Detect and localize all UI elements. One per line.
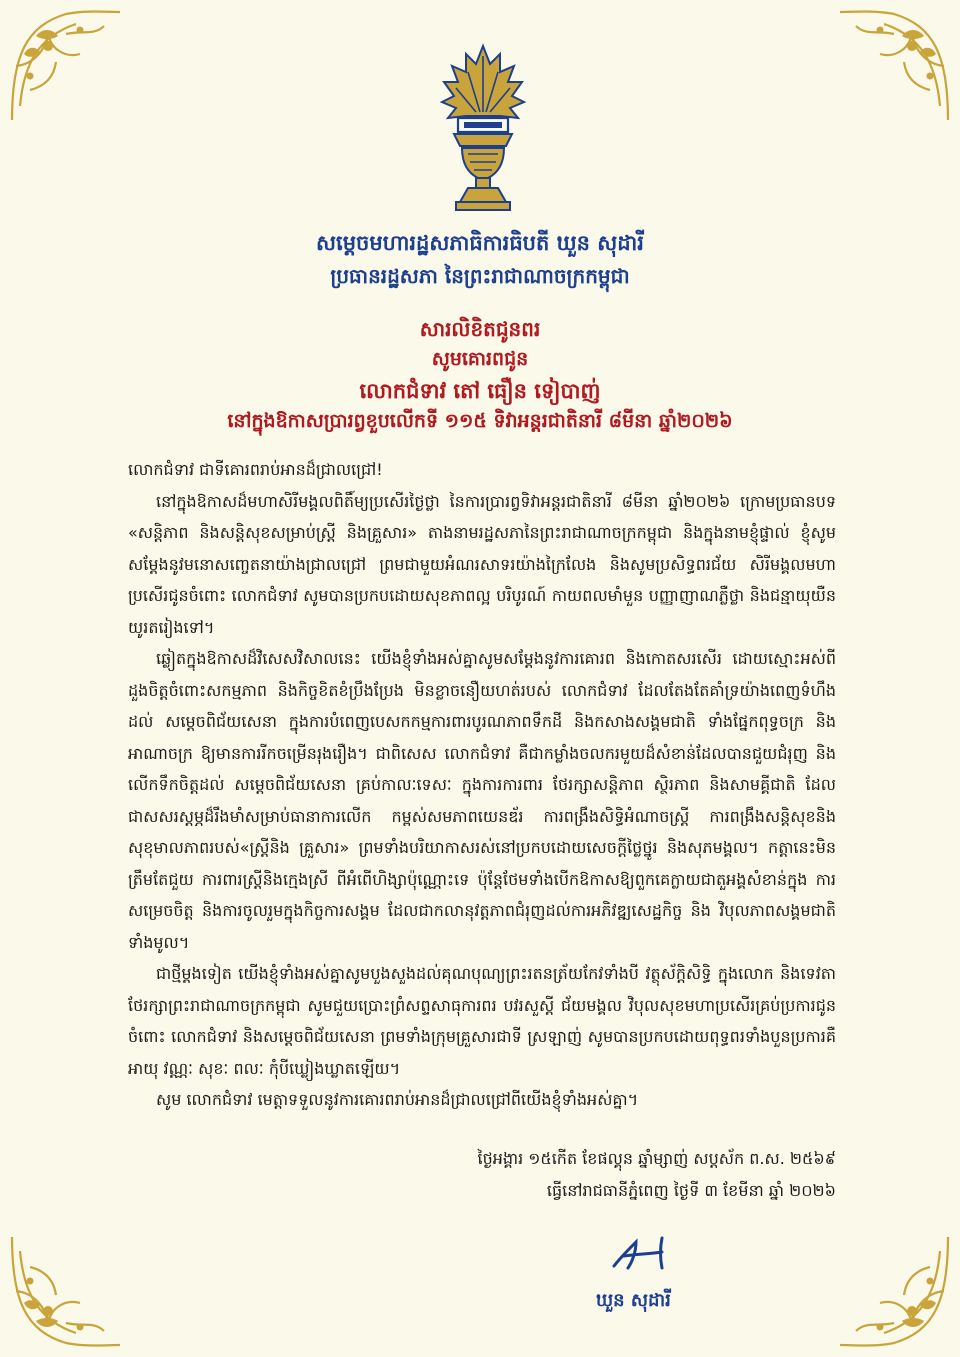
letter-addressee-name: លោកជំទាវ តៅ ធឿន ទៀបាញ់ bbox=[359, 378, 601, 403]
letter-body bbox=[128, 454, 836, 1116]
letter-title: សារលិខិតជូនពរ bbox=[419, 317, 541, 341]
corner-ornament-bottom-right bbox=[834, 1231, 954, 1351]
salutation: លោកជំទាវ ជាទីគោរពរាប់អានដ៏ជ្រាលជ្រៅ! bbox=[128, 460, 383, 479]
corner-ornament-bottom-left bbox=[6, 1231, 126, 1351]
letter-addressee-intro: សូមគោរពជូន bbox=[431, 348, 529, 370]
lunar-date: ថ្ងៃអង្គារ ១៥កើត ខែផល្គុន ឆ្នាំម្សាញ់ សប្តស័ក ព.ស. ២៥៦៩ bbox=[477, 1149, 836, 1168]
handwritten-signature bbox=[606, 1232, 686, 1272]
place-and-date: ធ្វើនៅរាជធានីភ្នំពេញ ថ្ងៃទី ៣ ខែមីនា ឆ្នាំ ២០២៦ bbox=[546, 1181, 836, 1200]
paragraph-3: ជាថ្មីម្តងទៀត យើងខ្ញុំទាំងអស់គ្នាសូមបួងសួងដល់គុណបុណ្យព្រះរតនត្រ័យកែវទាំងបី វត្ថុស័ក្តិសិទ្ធិ ក្នុងលោក និងទេវតាថែរក្សាព្រះរាជាណាចក្រកម្ពុជា សូមជួយប្រោះព្រំសព្ទសាធុការពរ បវរសួស្តី ជ័យមង្គល វិបុលសុខមហាប្រសើរគ្រប់ប្រការជូនចំពោះ លោកជំទាវ និងសម្តេចពិជ័យសេនា ព្រមទាំងក្រុមគ្រួសារជាទី ស្រឡាញ់ សូមបានប្រកបដោយពុទ្ធពរទាំងបួនប្រការគឺ អាយុ វណ្ណៈ សុខៈ ពលៈ កុំបីឃ្លៀងឃ្លាតឡើយ។ bbox=[128, 964, 836, 1078]
letter-occasion: នៅក្នុងឱកាសប្រារព្វខួបលើកទី ១១៥ ទិវាអន្តរជាតិនារី ៨មីនា ឆ្នាំ២០២៦ bbox=[227, 410, 733, 432]
corner-ornament-top-right bbox=[834, 6, 954, 126]
paragraph-2: ឆ្លៀតក្នុងឱកាសដ៏វិសេសវិសាលនេះ យើងខ្ញុំទាំងអស់គ្នាសូមសម្តែងនូវការគោរព និងកោតសរសើរ ដោយស្មោះអស់ពីដួងចិត្តចំពោះសកម្មភាព និងកិច្ចខិតខំប្រឹងប្រែង មិនខ្លាចនឿយហត់របស់ លោកជំទាវ ដែលតែងតែគាំទ្រយ៉ាងពេញទំហឹងដល់ សម្តេចពិជ័យសេនា ក្នុងការបំពេញបេសកកម្មការពារបូរណភាពទឹកដី និងកសាងសង្គមជាតិ ទាំងផ្នែកពុទ្ធចក្រ និងអាណាចក្រ ឱ្យមានការរីកចម្រើនរុងរឿង។ ជាពិសេស លោកជំទាវ គឺជាកម្លាំងចលករមួយដ៏សំខាន់ដែលបានជួយជំរុញ និងលើកទឹកចិត្តដល់ សម្តេចពិជ័យសេនា គ្រប់កាលៈទេសៈ ក្នុងការការពារ ថែរក្សាសន្តិភាព ស្ថិរភាព និងសាមគ្គីជាតិ ដែលជាសសរស្តម្ភដ៏រឹងមាំសម្រាប់ធានាការលើក កម្ពស់សមភាពយេនឌ័រ ការពង្រឹងសិទ្ធិអំណាចស្ត្រី ការពង្រឹងសន្តិសុខនិងសុខុមាលភាពរបស់«ស្ត្រីនិង គ្រួសារ» ព្រមទាំងបរិយាកាសរស់នៅប្រកបដោយសេចក្តីថ្លៃថ្នូរ និងសុភមង្គល។ កត្តានេះមិនត្រឹមតែជួយ ការពារស្ត្រីនិងក្មេងស្រី ពីអំពើហិង្សាប៉ុណ្ណោះទេ ប៉ុន្តែថែមទាំងបើកឱកាសឱ្យពួកគេក្លាយជាតួអង្គសំខាន់ក្នុង ការសម្រេចចិត្ត និងការចូលរួមក្នុងកិច្ចការសង្គម ដែលជាកលានុវត្តភាពជំរុញដល់ការអភិវឌ្ឍសេដ្ឋកិច្ច និង វិបុលភាពសង្គមជាតិទាំងមូល។ bbox=[128, 649, 836, 952]
closing-line: សូម លោកជំទាវ មេត្តាទទួលនូវការគោរពរាប់អានដ៏ជ្រាលជ្រៅពីយើងខ្ញុំទាំងអស់គ្នា។ bbox=[156, 1090, 639, 1109]
signer-name: ឃួន សុដារី bbox=[596, 1290, 671, 1311]
corner-ornament-top-left bbox=[6, 6, 126, 126]
paragraph-1: នៅក្នុងឱកាសដ៏មហាសិរីមង្គលពិតិ៍ម្យប្រសើរថ្ងៃថ្លា នៃការប្រារព្វទិវាអន្តរជាតិនារី ៨មីនា ឆ្នាំ២០២៦ ក្រោមប្រធានបទ «សន្តិភាព និងសន្តិសុខសម្រាប់ស្ត្រី និងគ្រួសារ» តាងនាមរដ្ឋសភានៃព្រះរាជាណាចក្រកម្ពុជា និងក្នុងនាមខ្ញុំផ្ទាល់ ខ្ញុំសូមសម្តែងនូវមនោសញ្ចេតនាយ៉ាងជ្រាលជ្រៅ ព្រមជាមួយអំណរសាទរយ៉ាងក្រៃលែង និងសូមប្រសិទ្ធពរជ័យ សិរីមង្គលមហាប្រសើរជូនចំពោះ លោកជំទាវ សូមបានប្រកបដោយសុខភាពល្អ បរិបូរណ៍ កាយពលមាំមួន បញ្ញាញាណភ្លឺថ្លា និងជន្មាយុយឺនយូរតរៀងទៅ។ bbox=[128, 491, 836, 637]
sender-position: ប្រធានរដ្ឋសភា នៃព្រះរាជាណាចក្រកម្ពុជា bbox=[330, 264, 630, 288]
sender-title: សម្តេចមហារដ្ឋសភាធិការធិបតី ឃួន សុដារី bbox=[316, 230, 644, 255]
national-assembly-emblem-icon bbox=[438, 42, 528, 218]
